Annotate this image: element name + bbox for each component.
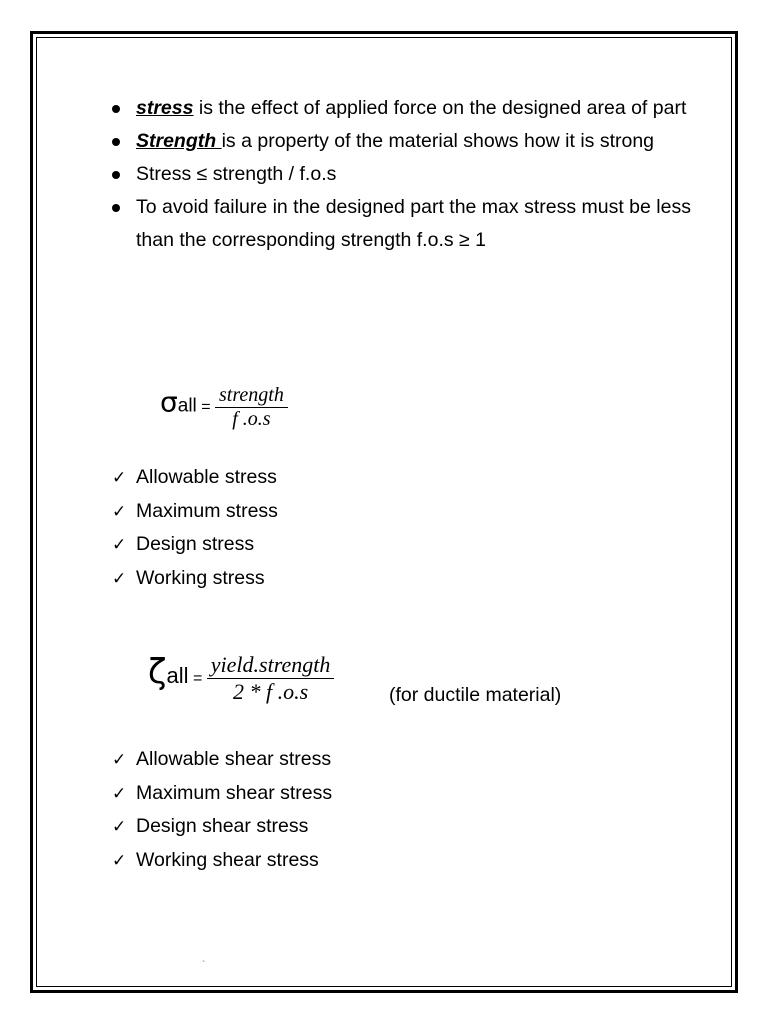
list-item-label: Working shear stress <box>136 848 319 871</box>
ductile-note: (for ductile material) <box>389 684 562 706</box>
bullet-dot-icon <box>112 171 120 179</box>
fraction-denominator: 2 * f .o.s <box>232 679 309 705</box>
list-item-label: Allowable stress <box>136 466 277 488</box>
check-icon: ✓ <box>112 783 127 804</box>
list-item <box>112 495 278 529</box>
list-item-label: Maximum stress <box>136 499 278 522</box>
bullet-relation <box>108 158 698 191</box>
formula-allowable-stress <box>160 384 288 431</box>
shear-checklist <box>112 743 332 877</box>
check-icon: ✓ <box>112 568 127 589</box>
bullet-dot-icon <box>112 105 120 113</box>
check-icon: ✓ <box>112 850 127 871</box>
list-item <box>112 562 278 596</box>
list-item-label: Design stress <box>136 533 255 555</box>
equals-sign: = <box>192 670 203 687</box>
bullet-failure <box>108 191 698 257</box>
term-stress: stress <box>136 97 194 119</box>
bullet-stress <box>108 92 698 125</box>
stray-mark: ` <box>202 960 206 971</box>
sigma-symbol: σ <box>160 385 178 419</box>
list-item <box>112 777 332 811</box>
list-item-label: Allowable shear stress <box>136 748 332 770</box>
formula-subscript: all <box>177 395 197 417</box>
bullet-text: is a property of the material shows how it is strong <box>221 130 655 152</box>
term-strength: Strength <box>136 130 222 152</box>
formula-allowable-shear <box>148 652 334 705</box>
bullet-text: is the effect of applied force on the designed area of part <box>193 97 687 119</box>
list-item-label: Working stress <box>136 566 265 589</box>
fraction <box>215 384 288 431</box>
list-item <box>112 844 332 878</box>
list-item-label: Maximum shear stress <box>136 781 333 804</box>
list-item <box>112 528 278 562</box>
bullet-text: Stress ≤ strength / f.o.s <box>136 163 337 185</box>
list-item <box>112 810 332 844</box>
bullet-dot-icon <box>112 204 120 212</box>
equals-sign: = <box>201 398 211 416</box>
definition-list <box>108 92 698 257</box>
bullet-text: To avoid failure in the designed part the max stress must be less than the corresponding strength f.o.s ≥ 1 <box>136 196 691 251</box>
stress-checklist <box>112 461 278 595</box>
check-icon: ✓ <box>112 501 127 522</box>
fraction-denominator: f .o.s <box>232 408 271 430</box>
bullet-strength <box>108 125 698 158</box>
fraction <box>207 652 335 705</box>
bullet-dot-icon <box>112 138 120 146</box>
list-item <box>112 743 332 777</box>
list-item-label: Design shear stress <box>136 815 309 837</box>
check-icon: ✓ <box>112 468 127 488</box>
formula-subscript: all <box>166 663 189 688</box>
check-icon: ✓ <box>112 817 127 837</box>
fraction-numerator: yield.strength <box>210 652 331 678</box>
list-item <box>112 461 278 495</box>
zeta-symbol: ζ <box>148 652 167 692</box>
check-icon: ✓ <box>112 750 127 770</box>
fraction-numerator: strength <box>219 384 284 406</box>
check-icon: ✓ <box>112 535 127 555</box>
